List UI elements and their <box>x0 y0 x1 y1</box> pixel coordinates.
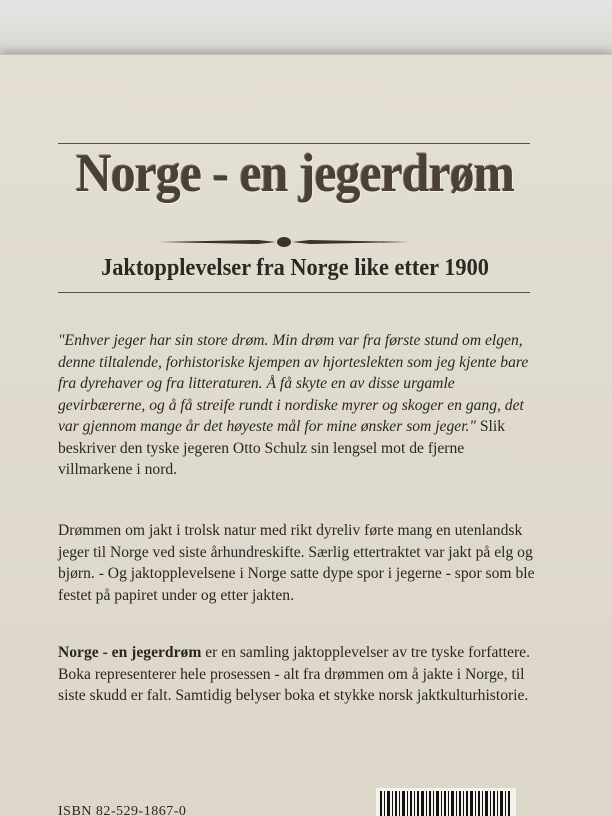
background-surface <box>0 0 612 62</box>
quote-text: "Enhver jeger har sin store drøm. Min drøm var fra første stund om elgen, denne tiltalende, forhistoriske kjempen av hjorteslekten som jeg kjente bare fra dyrehaver og fra litteraturen. Å få skyte en av disse urgamle gevirbærerne, og å få streife rundt i nordiske myrer og skoger en gang, det var gjennom mange år det høyeste mål for mine ønsker som jeger." <box>58 332 529 435</box>
paragraph-3-title: Norge - en jegerdrøm <box>58 644 202 661</box>
paragraph-2: Drømmen om jakt i trolsk natur med rikt dyreliv førte mang en utenlandsk jeger til Norge ved siste århundreskifte. Særlig ettertraktet var jakt på elg og bjørn. - Og jaktopplevelsene i Norge satte dype spor i jegerne - spor som ble festet på papiret under og etter jakten. <box>58 522 535 604</box>
isbn-number: ISBN 82-529-1867-0 <box>58 804 187 816</box>
paragraph-3-text: er en samling jaktopplevelser av tre tyske forfattere. Boka representerer hele prosessen - alt fra drømmen om å jakte i Norge, til siste skudd er falt. Samtidig belyser boka et stykke norsk jaktkulturhistorie. <box>58 644 530 704</box>
book-subtitle: Jaktopplevelser fra Norge like etter 1900 <box>101 255 489 281</box>
quote-tail-text: Slik beskriver den tyske jegeren Otto Schulz sin lengsel mot de fjerne villmarkene i nord. <box>58 418 506 478</box>
ornament-divider-icon <box>158 236 410 248</box>
barcode-icon <box>380 791 512 816</box>
paragraph-3 <box>58 642 536 707</box>
bottom-rule <box>58 292 530 293</box>
quote-paragraph <box>58 330 536 481</box>
book-title: Norge - en jegerdrøm <box>75 143 515 203</box>
barcode <box>376 788 516 816</box>
